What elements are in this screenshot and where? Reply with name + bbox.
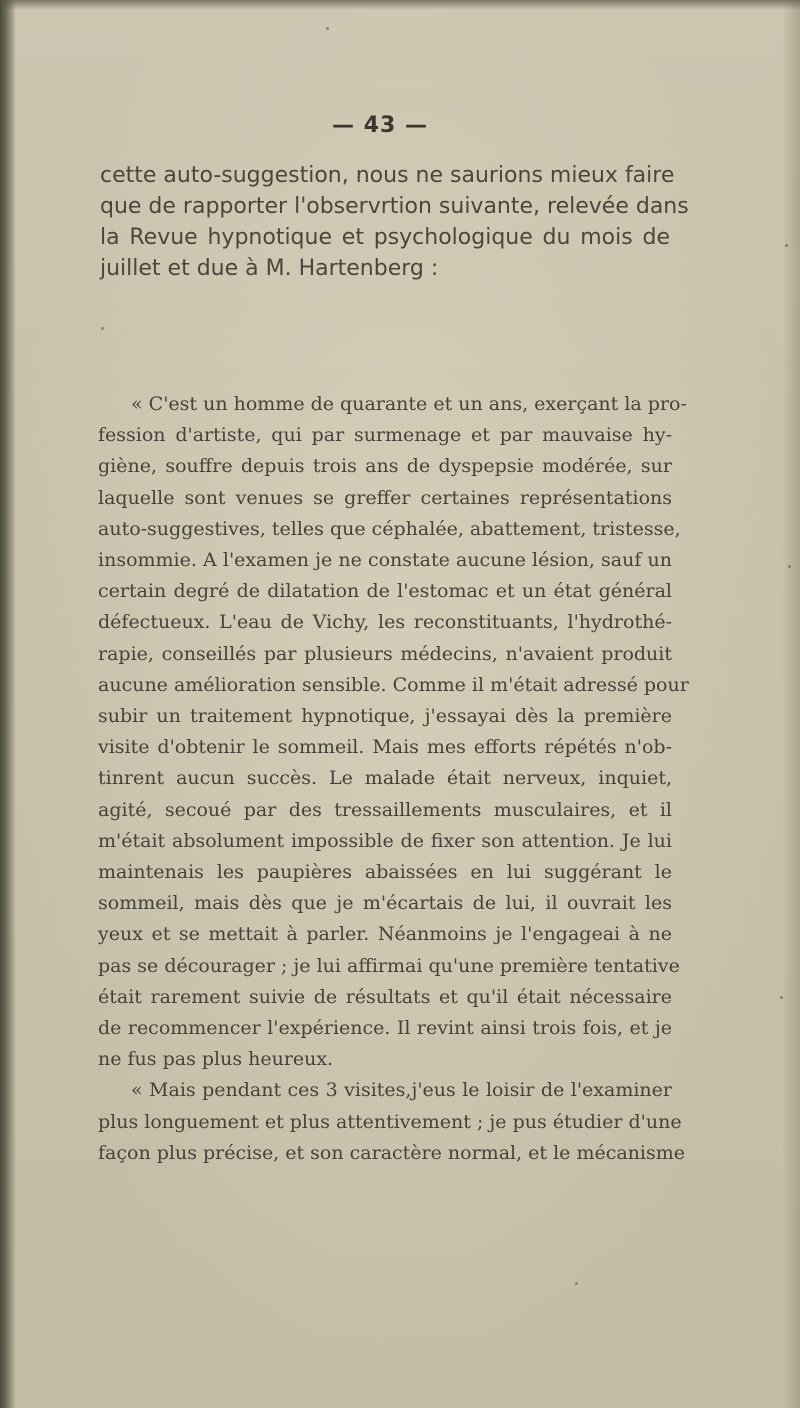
quote-line: aucune amélioration sensible. Comme il m'était adressé pour	[98, 673, 689, 696]
quote-line: visite d'obtenir le sommeil. Mais mes efforts répétés n'ob-	[98, 736, 672, 759]
quote-line: auto-suggestives, telles que céphalée, abattement, tristesse,	[98, 517, 681, 540]
quote-line: façon plus précise, et son caractère normal, et le mécanisme	[98, 1141, 686, 1164]
quote-line: tinrent aucun succès. Le malade était nerveux, inquiet,	[98, 767, 672, 790]
quote-line: insommie. A l'examen je ne constate aucune lésion, sauf un	[98, 549, 672, 572]
paper-speck	[788, 565, 791, 568]
page-number: — 43 —	[332, 113, 428, 138]
quote-line: était rarement suivie de résultats et qu'il était nécessaire	[98, 985, 672, 1008]
quote-line: pas se décourager ; je lui affirmai qu'une première tentative	[98, 954, 680, 977]
paper-speck	[785, 244, 788, 247]
binding-shadow	[0, 0, 16, 1408]
quote-line: agité, secoué par des tressaillements musculaires, et il	[98, 798, 672, 821]
quote-line: de recommencer l'expérience. Il revint ainsi trois fois, et je	[98, 1017, 672, 1040]
quote-line: plus longuement et plus attentivement ; je pus étudier d'une	[98, 1110, 682, 1133]
quote-line: m'était absolument impossible de fixer son attention. Je lui	[98, 829, 672, 852]
quote-line: fession d'artiste, qui par surmenage et par mauvaise hy-	[98, 424, 672, 447]
intro-line: cette auto-suggestion, nous ne saurions mieux faire	[100, 163, 675, 188]
quote-line: rapie, conseillés par plusieurs médecins, n'avaient produit	[98, 642, 672, 665]
paper-speck	[575, 1282, 578, 1285]
quote-line: « C'est un homme de quarante et un ans, exerçant la pro-	[131, 393, 687, 415]
page-edge	[782, 0, 800, 1408]
intro-line: que de rapporter l'observrtion suivante, relevée dans	[100, 194, 689, 219]
quote-line: laquelle sont venues se greffer certaines représentations	[98, 486, 672, 509]
paper-speck	[326, 27, 329, 30]
intro-line: juillet et due à M. Hartenberg :	[100, 256, 439, 281]
quote-line: yeux et se mettait à parler. Néanmoins je l'engageai à ne	[98, 923, 672, 946]
quote-line: défectueux. L'eau de Vichy, les reconstituants, l'hydrothé-	[98, 611, 672, 634]
quote-line: certain degré de dilatation de l'estomac et un état général	[98, 580, 672, 603]
quote-line: maintenais les paupières abaissées en lui suggérant le	[98, 861, 672, 884]
quote-line: subir un traitement hypnotique, j'essayai dès la première	[98, 705, 672, 728]
paper-speck	[780, 996, 783, 999]
quote-line: « Mais pendant ces 3 visites,j'eus le loisir de l'examiner	[131, 1079, 672, 1102]
page-top-edge	[0, 0, 800, 10]
intro-line: la Revue hypnotique et psychologique du mois de	[100, 225, 670, 250]
quoted-observation	[98, 389, 689, 1169]
quote-line: ne fus pas plus heureux.	[98, 1048, 334, 1071]
intro-paragraph	[100, 160, 689, 284]
paper-speck	[101, 327, 104, 330]
quote-line: sommeil, mais dès que je m'écartais de lui, il ouvrait les	[98, 892, 672, 915]
quote-line: giène, souffre depuis trois ans de dyspepsie modérée, sur	[98, 455, 672, 478]
